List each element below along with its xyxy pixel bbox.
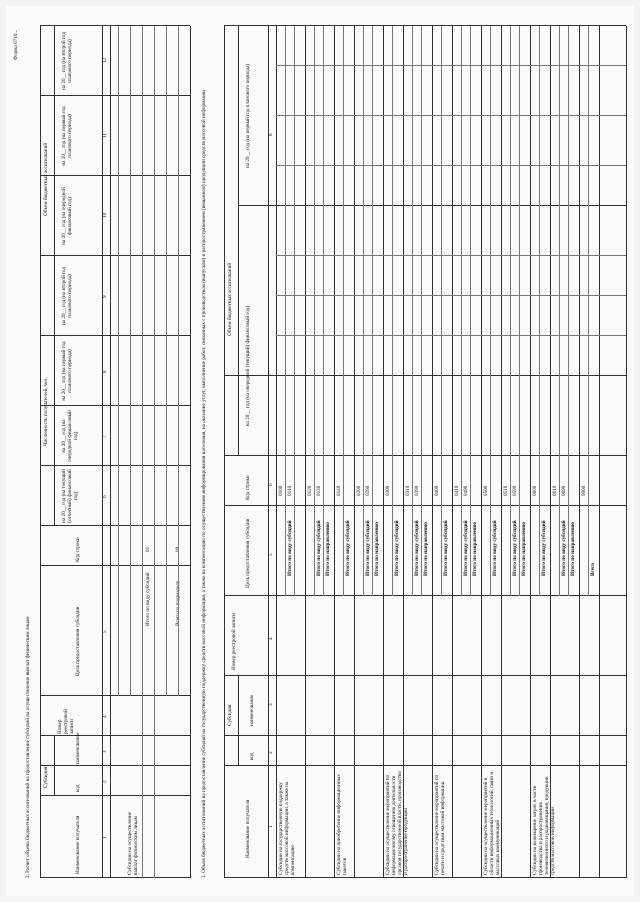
s3-column-number: 1 — [268, 825, 274, 828]
grid-line-h — [441, 26, 442, 596]
grid-line-h — [461, 26, 462, 596]
s3-column-number: 6 — [268, 483, 274, 486]
grid-line-v — [224, 675, 626, 676]
s3-row-code: 0140 — [336, 485, 342, 496]
grid-line-h — [588, 26, 589, 596]
s3-row-code: 0510 — [503, 485, 509, 496]
column-number: 11 — [102, 133, 108, 138]
grid-line-v — [40, 465, 190, 466]
s3-header-subsidy: Субсидия — [227, 704, 233, 726]
s3-row-code: 0590 — [512, 485, 518, 496]
header-year: на 20__ год (на первый год планового периода) — [61, 341, 73, 401]
grid-line-v — [276, 255, 626, 256]
column-number: 12 — [102, 57, 108, 63]
grid-line-v — [40, 695, 190, 696]
grid-line-h — [452, 26, 453, 878]
grid-line-h — [178, 26, 179, 696]
grid-line-h — [130, 26, 131, 696]
row-total-label: Всего по подразделу — [175, 580, 181, 626]
row-total-code: 01 — [145, 546, 151, 552]
s3-total-label: Итого по виду субсидий — [463, 520, 469, 576]
column-number: 9 — [102, 295, 108, 298]
grid-line-v — [224, 877, 626, 878]
column-number: 8 — [102, 370, 108, 373]
s3-group-label: Субсидии на приобретение информационных пакетов — [336, 774, 348, 875]
grid-line-v — [224, 765, 626, 766]
document-sheet — [6, 6, 634, 896]
grid-line-h — [550, 26, 551, 878]
s3-row-code: 0200 — [356, 485, 362, 496]
s3-header-purpose: Цель предоставления субсидии — [245, 518, 251, 588]
grid-line-h — [470, 26, 471, 596]
grid-line-h — [285, 26, 286, 596]
s3-header-row-code: Код строки — [245, 475, 251, 500]
header-row-code: Код строки — [75, 537, 81, 562]
grid-line-h — [403, 26, 404, 878]
s3-column-number: 5 — [268, 553, 274, 556]
grid-line-v — [276, 335, 626, 336]
header-year: на 20__ год (на очередной финансовый год) — [61, 187, 73, 245]
s3-group-label: Субсидии на осуществление мероприятий в области информационных технологий, связи и массовых коммуникаций — [483, 771, 501, 875]
s3-row-code: 0410 — [454, 485, 460, 496]
grid-line-v — [276, 65, 626, 66]
s3-group-label: Субсидии на осуществление мероприятий по информационному освещению деятельности органов государственной власти, производство и распространение продукции — [385, 770, 409, 875]
grid-line-h — [343, 26, 344, 596]
s3-column-number: 8 — [268, 133, 274, 136]
s3-row-code: 0100 — [278, 485, 284, 496]
s3-total-label: Итого по виду субсидий — [561, 520, 567, 576]
header-year: на 20__ год (на очередной финансовый год) — [61, 410, 79, 462]
grid-line-v — [40, 335, 190, 336]
s3-row-code: 0400 — [434, 485, 440, 496]
header-count: Численность получателей, чел. — [43, 377, 49, 446]
s3-total-label: Итого по направлению — [521, 522, 527, 576]
grid-line-h — [579, 26, 580, 878]
grid-line-h — [599, 26, 600, 878]
column-number: 5 — [102, 630, 108, 633]
grid-line-h — [530, 26, 531, 878]
grid-line-h — [568, 26, 569, 596]
s3-row-code: 9000 — [581, 485, 587, 496]
column-number: 6 — [102, 495, 108, 498]
header-reg-number: Номер реестровой записи — [57, 709, 75, 734]
column-number: 4 — [102, 715, 108, 718]
s3-group-label: Субсидии на осуществление мероприятий по печати и средствам массовой информации — [434, 774, 446, 875]
s3-row-code: 0300 — [385, 485, 391, 496]
s3-total-label: Итого по направлению — [423, 522, 429, 576]
grid-line-h — [539, 26, 540, 596]
row-label: Субсидии на осуществление выплат физическим лицам — [127, 811, 139, 875]
grid-line-v — [40, 95, 190, 96]
grid-line-h — [166, 26, 167, 696]
grid-line-h — [412, 26, 413, 596]
header-year: на 20__ год (на текущий (отчетный) финансовый год) — [61, 469, 79, 523]
section3-title: 3. Объем бюджетных ассигнований на предоставление субсидий на государственную поддержку средств массовой информации, а также на компенсацию по осуществлению информирования населения, на оказание услуг, выполнение работ, связанных с производством (выпуском) и распространением (вещанием) продукции средств массовой информации — [201, 90, 207, 878]
grid-line-h — [224, 26, 225, 878]
rotated-page — [6, 6, 634, 896]
header-volume: Объем бюджетных ассигнований — [43, 142, 49, 216]
grid-line-h — [490, 26, 491, 596]
grid-line-h — [54, 736, 55, 796]
grid-line-v — [40, 175, 190, 176]
s3-row-code: 0390 — [414, 485, 420, 496]
section2-title: 2. Расчет объема бюджетных ассигнований на предоставление субсидий на осуществление выплат физическим лицам — [25, 616, 31, 878]
s3-column-number: 7 — [268, 373, 274, 376]
grid-line-h — [323, 26, 324, 596]
s3-row-code: 0610 — [552, 485, 558, 496]
grid-line-v — [276, 295, 626, 296]
grid-line-h — [363, 26, 364, 596]
s3-row-code: 0490 — [463, 485, 469, 496]
s3-group-label: Субсидии на возмещение затрат, в части производства и распространения телевизионного и радиовещания, продукции средств массовой информации — [532, 776, 556, 875]
grid-line-h — [372, 26, 373, 596]
grid-line-h — [142, 26, 143, 696]
grid-line-h — [238, 26, 239, 456]
column-number: 1 — [102, 836, 108, 839]
column-number: 7 — [102, 435, 108, 438]
grid-line-v — [40, 255, 190, 256]
grid-line-v — [40, 795, 190, 796]
grid-line-h — [559, 26, 560, 596]
grid-line-v — [40, 25, 190, 26]
grid-line-h — [334, 26, 335, 878]
s3-row-code: 0500 — [483, 485, 489, 496]
grid-line-h — [276, 26, 277, 878]
grid-line-h — [383, 26, 384, 878]
column-number: 10 — [102, 212, 108, 218]
header-name: наименование — [75, 732, 81, 764]
s3-total-label: Итого по виду субсидий — [394, 520, 400, 576]
grid-line-h — [40, 26, 41, 878]
grid-line-h — [118, 26, 119, 696]
grid-line-h — [54, 26, 55, 526]
s3-row-code: 0600 — [532, 485, 538, 496]
s3-header-reg: Номер реестровой записи — [231, 613, 237, 670]
s3-row-code: 0110 — [287, 485, 293, 496]
s3-row-code: 0120 — [307, 485, 313, 496]
grid-line-h — [110, 26, 111, 878]
s3-group-label: Субсидии на государственную поддержку средств массовой информации, а также на компенсацию — [278, 781, 296, 875]
s3-column-number: 2 — [268, 751, 274, 754]
s3-row-code: 0290 — [365, 485, 371, 496]
s3-column-number: 3 — [268, 703, 274, 706]
header-year: на 20__ год (на второй год планового периода) — [61, 32, 73, 90]
header-recipient: Наименование получателя — [75, 815, 81, 874]
grid-line-v — [40, 405, 190, 406]
s3-total-label: Итого по виду субсидий — [512, 520, 518, 576]
s3-total-label: Всего — [590, 563, 596, 576]
grid-line-h — [421, 26, 422, 596]
s3-total-label: Итого по виду субсидий — [541, 520, 547, 576]
s3-total-label: Итого по направлению — [325, 522, 331, 576]
s3-total-label: Итого по направлению — [472, 522, 478, 576]
column-number: 2 — [102, 780, 108, 783]
grid-line-v — [40, 565, 190, 566]
grid-line-v — [224, 735, 626, 736]
grid-line-h — [305, 26, 306, 878]
s3-total-label: Итого по виду субсидий — [414, 520, 420, 576]
s3-total-label: Итого по виду субсидий — [287, 520, 293, 576]
s3-column-number: 4 — [268, 637, 274, 640]
row-total-code: 09 — [175, 546, 181, 552]
s3-total-label: Итого по виду субсидий — [345, 520, 351, 576]
grid-line-v — [40, 525, 190, 526]
s3-header-year: на 20__ год (на очередной (текущий) финансовый год) — [245, 305, 251, 427]
s3-row-code: 0130 — [316, 485, 322, 496]
grid-line-v — [40, 765, 190, 766]
s3-row-code: 0310 — [405, 485, 411, 496]
header-subsidy: Субсидия — [43, 766, 49, 788]
s3-header-name: наименование — [249, 694, 255, 726]
s3-total-label: Итого по виду субсидий — [365, 520, 371, 576]
grid-line-h — [510, 26, 511, 596]
header-year: на 20__ год (на второй год планового периода) — [61, 267, 73, 325]
grid-line-h — [354, 26, 355, 878]
grid-line-h — [314, 26, 315, 596]
grid-line-h — [501, 26, 502, 878]
grid-line-h — [392, 26, 393, 596]
s3-row-code: 0690 — [561, 485, 567, 496]
s3-total-label: Итого по виду субсидий — [316, 520, 322, 576]
s3-header-volume: Объем бюджетных ассигнований — [227, 262, 233, 336]
column-number: 3 — [102, 750, 108, 753]
s3-header-year: на 20__ год (на первый год планового периода) — [245, 63, 251, 169]
grid-line-h — [481, 26, 482, 878]
grid-line-h — [294, 26, 295, 596]
grid-line-v — [40, 735, 190, 736]
grid-line-v — [276, 165, 626, 166]
grid-line-h — [238, 676, 239, 766]
s3-total-label: Итого по направлению — [374, 522, 380, 576]
s3-total-label: Итого по направлению — [570, 522, 576, 576]
header-year: на 20__ год (на первый год планового периода) — [61, 106, 73, 166]
grid-line-h — [154, 26, 155, 696]
grid-line-v — [276, 115, 626, 116]
grid-line-v — [40, 877, 190, 878]
header-purpose: Цель предоставления субсидии — [75, 606, 81, 676]
s3-total-label: Итого по виду субсидий — [492, 520, 498, 576]
grid-line-h — [519, 26, 520, 596]
s3-header-recipient: Наименование получателя — [245, 799, 251, 858]
grid-line-h — [190, 26, 191, 878]
s3-header-code: код — [249, 752, 255, 760]
grid-line-h — [626, 26, 627, 878]
s3-total-label: Итого по виду субсидий — [443, 520, 449, 576]
grid-line-h — [432, 26, 433, 878]
row-total-label: Итого по виду субсидий — [145, 572, 151, 626]
form-code: Форма 0710... — [13, 29, 19, 60]
header-code: код — [75, 784, 81, 792]
